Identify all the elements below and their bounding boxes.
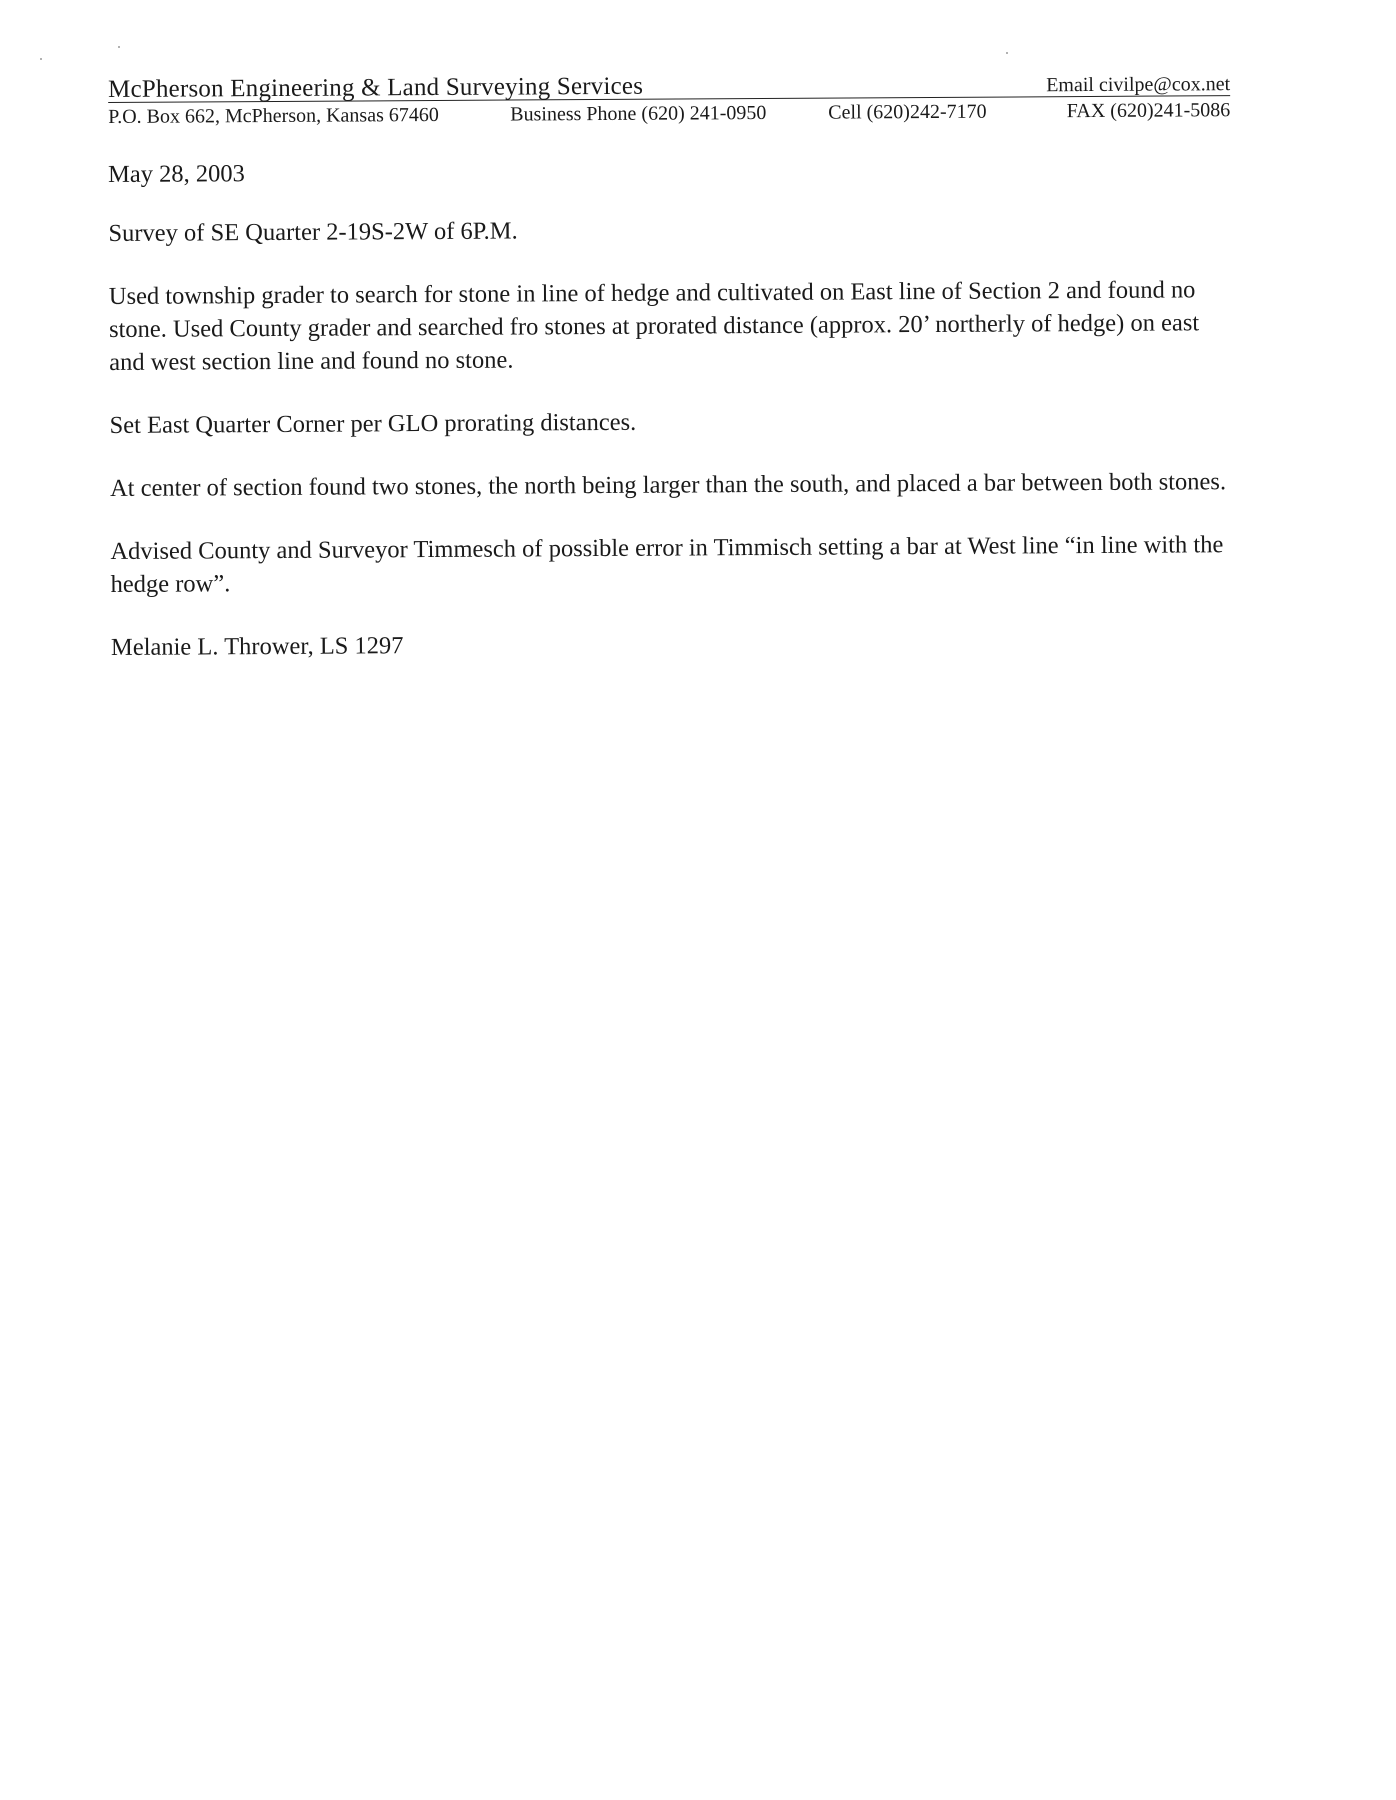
letterhead-contact-row [108, 99, 1230, 134]
scan-speck [40, 58, 42, 60]
letter-date: May 28, 2003 [108, 160, 245, 188]
fax-number: FAX (620)241-5086 [1066, 99, 1231, 123]
signature-line: Melanie L. Thrower, LS 1297 [110, 632, 404, 661]
scan-speck [118, 46, 120, 48]
paragraph: At center of section found two stones, the north being larger than the south, and placed a bar between both stones. [109, 468, 1227, 502]
paragraph: Set East Quarter Corner per GLO prorating distances. [109, 408, 637, 439]
email-address[interactable]: Email civilpe@cox.net [1046, 73, 1231, 97]
mailing-address: P.O. Box 662, McPherson, Kansas 67460 [108, 103, 439, 128]
cell-phone: Cell (620)242-7170 [828, 100, 987, 124]
letterhead-top-row [108, 65, 1230, 103]
paragraph: Advised County and Surveyor Timmesch of possible error in Timmisch setting a bar at West line “in line with the hedge row”. [110, 531, 1224, 598]
letter-body [108, 151, 1231, 694]
business-phone: Business Phone (620) 241-0950 [510, 101, 767, 126]
letterhead [108, 65, 1230, 134]
company-name: McPherson Engineering & Land Surveying Services [108, 72, 644, 103]
scan-speck [1006, 52, 1008, 54]
paragraph: Used township grader to search for stone in line of hedge and cultivated on East line of Section 2 and found no stone. Used County grader and searched fro stones at prorated distance (approx. 20’ northerly of hedge) on east and west section line and found no stone. [108, 276, 1200, 376]
letter-subject: Survey of SE Quarter 2-19S-2W of 6P.M. [108, 217, 518, 247]
